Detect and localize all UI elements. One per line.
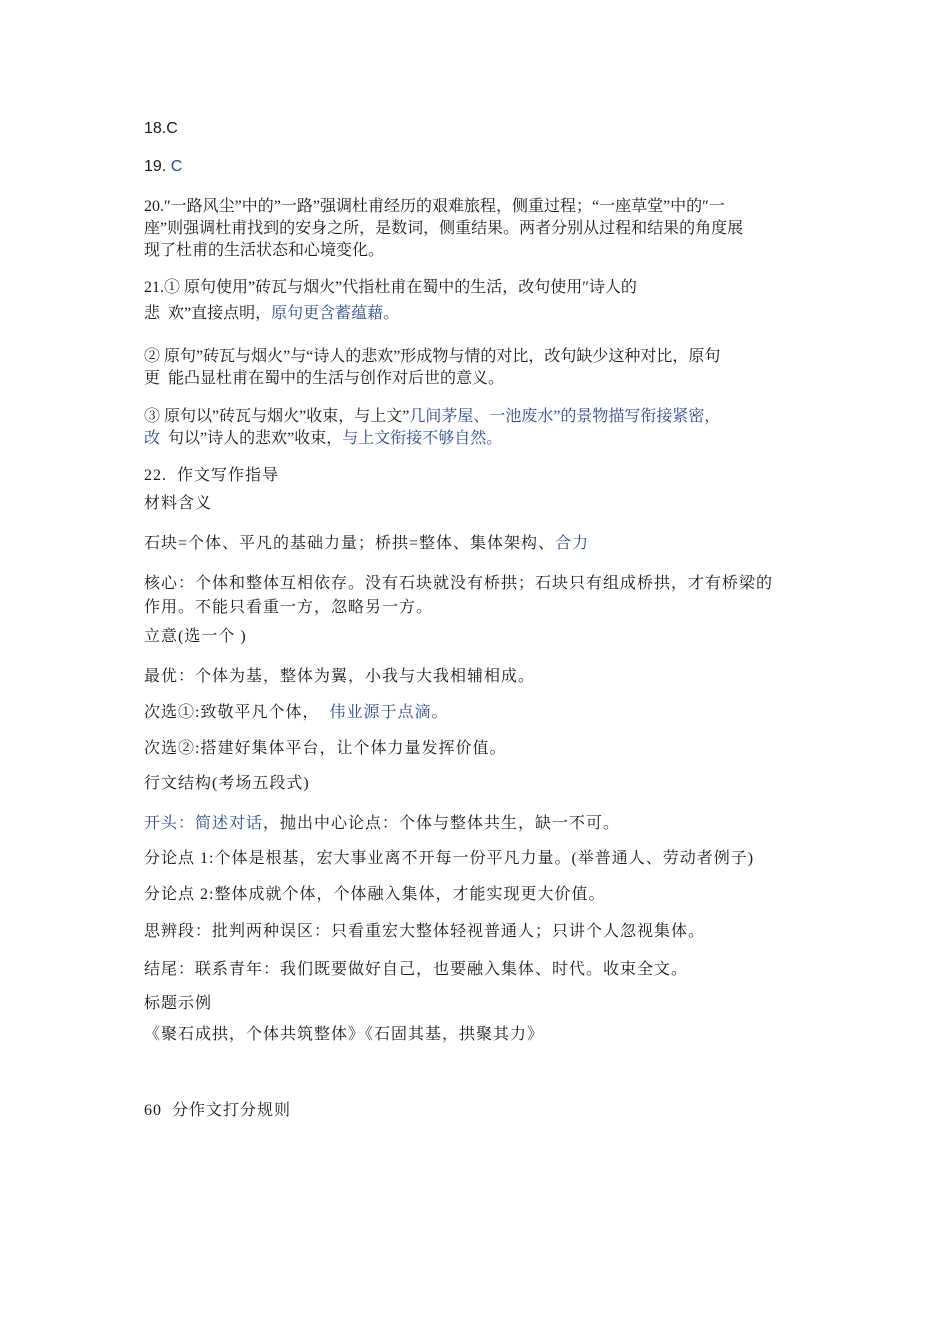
answer-21-3-highlight: 改 (144, 430, 161, 447)
answer-21-3-text: ③ 原句以”砖瓦与烟火”收束，与上文” (144, 408, 410, 425)
structure-ending: 结尾：联系青年：我们既要做好自己，也要融入集体、时代。收束全文。 (144, 961, 689, 978)
theme-alt-1-text: 次选①:致敬平凡个体， (144, 704, 330, 721)
answer-21-1-line (144, 303, 399, 325)
essay-heading: 22. 作文写作指导 (144, 467, 280, 484)
title-examples: 《聚石成拱，个体共筑整体》《石固其基，拱聚其力》 (144, 1026, 545, 1043)
structure-opening (144, 813, 620, 835)
theme-title: 立意(选一个 ) (144, 628, 247, 645)
material-highlight: 合力 (555, 535, 590, 552)
title-examples-title: 标题示例 (144, 995, 213, 1012)
answer-19-value: C (170, 158, 183, 175)
answer-21-3-text: 句以”诗人的悲欢”收束， (160, 430, 343, 447)
structure-title: 行文结构(考场五段式) (144, 775, 310, 792)
core-line: 核心：个体和整体互相依存。没有石块就没有桥拱；石块只有组成桥拱，才有桥梁的 (144, 575, 774, 592)
theme-alt-1-highlight: 伟业源于点滴。 (329, 704, 449, 721)
scoring-rules-heading: 60 分作文打分规则 (144, 1102, 292, 1119)
structure-debate: 思辨段：批判两种误区：只看重宏大整体轻视普通人；只讲个人忽视集体。 (144, 923, 706, 940)
answer-19 (144, 156, 182, 178)
answer-18: 18.C (144, 120, 178, 137)
theme-alt-1 (144, 702, 448, 724)
answer-20-line: 现了杜甫的生活状态和心境变化。 (144, 242, 385, 259)
structure-point-2: 分论点 2:整体成就个体，个体融入集体，才能实现更大价值。 (144, 886, 606, 903)
answer-20-line: 20.″一路风尘”中的”一路”强调杜甫经历的艰难旅程，侧重过程；“一座草堂”中的″一 (144, 198, 725, 215)
answer-21-2-line: ② 原句”砖瓦与烟火”与“诗人的悲欢”形成物与情的对比，改句缺少这种对比，原句 (144, 348, 721, 365)
answer-21-1-line: 21.① 原句使用”砖瓦与烟火”代指杜甫在蜀中的生活，改句使用″诗人的 (144, 279, 637, 296)
core-line: 作用。不能只看重一方，忽略另一方。 (144, 599, 434, 616)
answer-19-number: 19. (144, 158, 171, 175)
opening-text: ，抛出中心论点：个体与整体共生，缺一不可。 (263, 815, 621, 832)
structure-point-1: 分论点 1:个体是根基，宏大事业离不开每一份平凡力量。(举普通人、劳动者例子) (144, 850, 755, 867)
answer-20-line: 座”则强调杜甫找到的安身之所，是数词，侧重结果。两者分别从过程和结果的角度展 (144, 220, 744, 237)
answer-21-1-highlight: 原句更含蓄蕴藉。 (271, 305, 400, 322)
answer-21-3-highlight: 与上文衔接不够自然。 (342, 430, 503, 447)
opening-label: 开头： (144, 815, 196, 832)
theme-best: 最优：个体为基，整体为翼，小我与大我相辅相成。 (144, 668, 536, 685)
material-line (144, 533, 589, 555)
answer-21-3-highlight: 几间茅屋、一池废水”的景物描写衔接紧密， (409, 408, 721, 425)
material-title: 材料含义 (144, 495, 213, 512)
opening-highlight: 简述对话 (195, 815, 264, 832)
answer-21-3-line (144, 406, 720, 428)
answer-21-3-line (144, 428, 502, 450)
material-text: 石块=个体、平凡的基础力量；桥拱=整体、集体架构、 (144, 535, 556, 552)
answer-21-2-line: 更 能凸显杜甫在蜀中的生活与创作对后世的意义。 (144, 370, 505, 387)
answer-21-1-text: 悲 欢”直接点明， (144, 305, 272, 322)
theme-alt-2: 次选②:搭建好集体平台，让个体力量发挥价值。 (144, 740, 507, 757)
